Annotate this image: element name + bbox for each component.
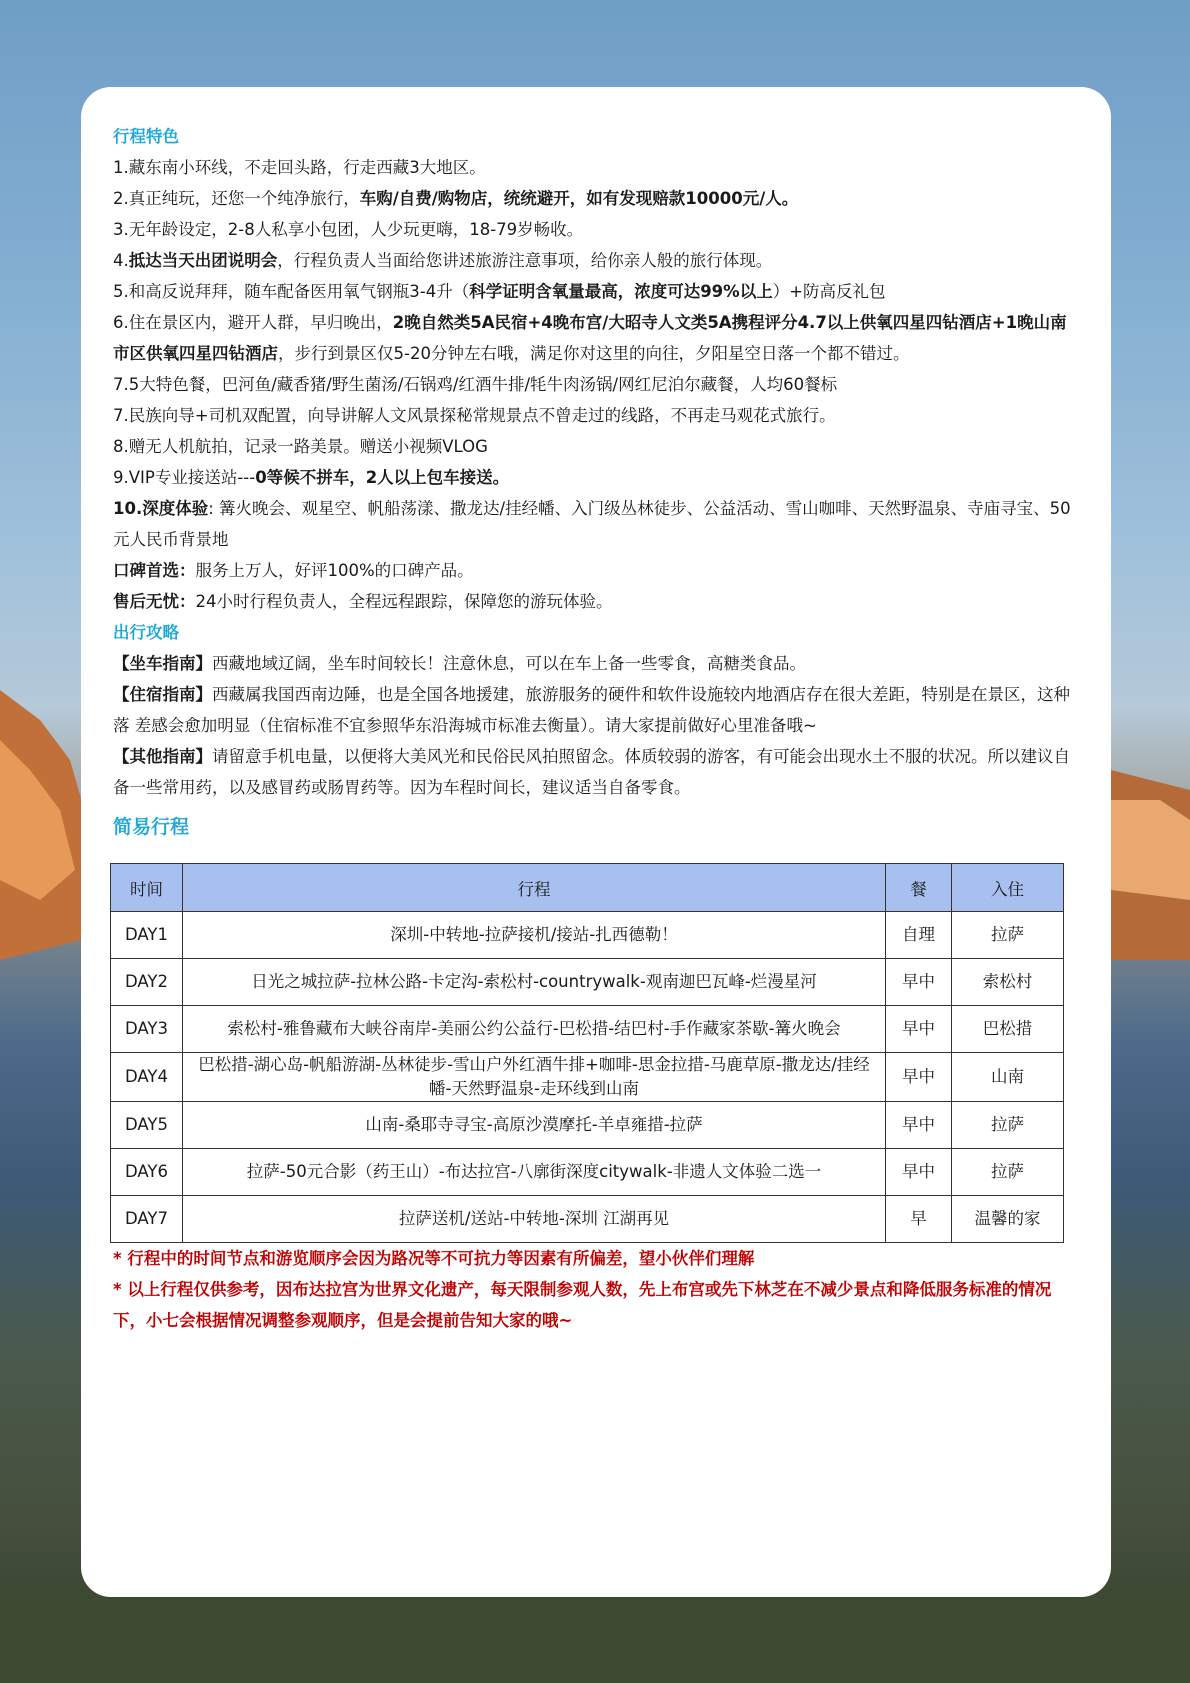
- cell-stay: 拉萨: [952, 1102, 1064, 1149]
- cell-stay: 索松村: [952, 959, 1064, 1006]
- left-mountain-glow: [0, 740, 75, 900]
- table-row: [111, 1102, 1064, 1149]
- right-mountain-glow: [1111, 800, 1190, 900]
- cell-stay: 拉萨: [952, 912, 1064, 959]
- cell-stay: 温馨的家: [952, 1196, 1064, 1243]
- cell-route: 拉萨送机/送站-中转地-深圳 江湖再见: [183, 1196, 886, 1243]
- features-line: [113, 462, 1083, 493]
- left-mountain-peak: [0, 690, 90, 960]
- cell-route: 巴松措-湖心岛-帆船游湖-丛林徒步-雪山户外红酒牛排+咖啡-思金拉措-马鹿草原-撒龙达/挂经幡-天然野温泉-走环线到山南: [183, 1053, 886, 1102]
- cell-day: DAY5: [111, 1102, 183, 1149]
- features-text: 24小时行程负责人，全程远程跟踪，保障您的游玩体验。: [195, 592, 613, 611]
- cell-stay: 山南: [952, 1053, 1064, 1102]
- cell-route: 山南-桑耶寺寻宝-高原沙漠摩托-羊卓雍措-拉萨: [183, 1102, 886, 1149]
- features-text: 1.藏东南小环线，不走回头路，行走西藏3大地区。: [113, 158, 486, 177]
- cell-meal: 早中: [886, 1102, 952, 1149]
- cell-meal: 早中: [886, 1149, 952, 1196]
- cell-stay: 巴松措: [952, 1006, 1064, 1053]
- features-text: 售后无忧：: [113, 592, 196, 611]
- guide-text: 西藏属我国西南边陲，也是全国各地援建，旅游服务的硬件和软件设施较内地酒店存在很大差距，特别是在景区，这种落 差感会愈加明显（住宿标准不宜参照华东沿海城市标准去衡量）。请大家提前做好心里准备哦~: [113, 685, 1070, 735]
- cell-meal: 早中: [886, 1006, 952, 1053]
- features-line: [113, 183, 1083, 214]
- features-text: 2.真正纯玩，还您一个纯净旅行，: [113, 189, 360, 208]
- guide-line: [113, 741, 1083, 803]
- table-row: [111, 1196, 1064, 1243]
- brief-itinerary-title: 简易行程: [113, 816, 190, 838]
- features-text: ，行程负责人当面给您讲述旅游注意事项，给你亲人般的旅行体现。: [277, 251, 773, 270]
- features-text: 科学证明含氧量最高，浓度可达99%以上: [469, 282, 773, 301]
- features-text: ，步行到景区仅5-20分钟左右哦，满足你对这里的向往，夕阳星空日落一个都不错过。: [278, 344, 910, 363]
- cell-route: 日光之城拉萨-拉林公路-卡定沟-索松村-countrywalk-观南迦巴瓦峰-烂漫星河: [183, 959, 886, 1006]
- cell-day: DAY6: [111, 1149, 183, 1196]
- table-row: [111, 1053, 1064, 1102]
- features-text: 9.VIP专业接送站---: [113, 468, 256, 487]
- features-line: [113, 245, 1083, 276]
- cell-day: DAY4: [111, 1053, 183, 1102]
- features-text: : 篝火晚会、观星空、帆船荡漾、撒龙达/挂经幡、入门级丛林徒步、公益活动、雪山咖啡、天然野温泉、寺庙寻宝、50元人民币背景地: [113, 499, 1071, 549]
- table-row: [111, 912, 1064, 959]
- right-mountain-peak: [1111, 770, 1190, 960]
- features-line: [113, 555, 1083, 586]
- header-route: 行程: [183, 864, 886, 912]
- cell-meal: 早中: [886, 1053, 952, 1102]
- features-text: 抵达当天出团说明会: [128, 251, 278, 270]
- cell-route: 索松村-雅鲁藏布大峡谷南岸-美丽公约公益行-巴松措-结巴村-手作藏家茶歇-篝火晚会: [183, 1006, 886, 1053]
- guide-text: 【住宿指南】: [113, 685, 212, 704]
- features-title: 行程特色: [113, 127, 179, 146]
- features-text: 2晚自然类5A民宿+4晚布宫/大昭寺人文类5A携程评分4.7以上供氧四星四钻酒店+1晚山南市区供氧四星四钻酒店: [113, 313, 1067, 363]
- cell-stay: 拉萨: [952, 1149, 1064, 1196]
- cell-meal: 早中: [886, 959, 952, 1006]
- features-text: 7.民族向导+司机双配置，向导讲解人文风景探秘常规景点不曾走过的线路，不再走马观花式旅行。: [113, 406, 836, 425]
- features-text: 10.深度体验: [113, 499, 209, 518]
- guide-text: 【坐车指南】: [113, 654, 212, 673]
- guide-text: 【其他指南】: [113, 747, 212, 766]
- grass-foreground: [0, 1597, 1190, 1683]
- features-text: 7.5大特色餐，巴河鱼/藏香猪/野生菌汤/石锅鸡/红酒牛排/牦牛肉汤锅/网红尼泊尔藏餐，人均60餐标: [113, 375, 838, 394]
- cell-route: 拉萨-50元合影（药王山）-布达拉宫-八廓街深度citywalk-非遗人文体验二选一: [183, 1149, 886, 1196]
- features-text: 6.住在景区内，避开人群，早归晚出，: [113, 313, 393, 332]
- guide-title: 出行攻略: [113, 623, 179, 642]
- features-line: [113, 586, 1083, 617]
- guide-line: [113, 648, 1083, 679]
- cell-day: DAY3: [111, 1006, 183, 1053]
- header-time: 时间: [111, 864, 183, 912]
- note-line: * 行程中的时间节点和游览顺序会因为路况等不可抗力等因素有所偏差，望小伙伴们理解: [113, 1249, 755, 1268]
- guide-list: [113, 648, 1083, 803]
- features-line: [113, 214, 1083, 245]
- itinerary-table: [110, 863, 1064, 1243]
- guide-text: 请留意手机电量，以便将大美风光和民俗民风拍照留念。体质较弱的游客，有可能会出现水土不服的状况。所以建议自备一些常用药，以及感冒药或肠胃药等。因为车程时间长，建议适当自备零食。: [113, 747, 1070, 797]
- table-row: [111, 1149, 1064, 1196]
- features-line: [113, 400, 1083, 431]
- guide-text: 西藏地域辽阔，坐车时间较长！注意休息，可以在车上备一些零食，高糖类食品。: [212, 654, 806, 673]
- features-line: [113, 276, 1083, 307]
- features-text: 8.赠无人机航拍，记录一路美景。赠送小视频VLOG: [113, 437, 488, 456]
- table-header-row: [111, 864, 1064, 912]
- features-text: 口碑首选：: [113, 561, 196, 580]
- cell-meal: 早: [886, 1196, 952, 1243]
- cell-meal: 自理: [886, 912, 952, 959]
- features-text: 服务上万人，好评100%的口碑产品。: [195, 561, 474, 580]
- features-list: [113, 152, 1083, 617]
- header-meal: 餐: [886, 864, 952, 912]
- header-stay: 入住: [952, 864, 1064, 912]
- features-text: 4.: [113, 251, 129, 270]
- cell-day: DAY2: [111, 959, 183, 1006]
- table-row: [111, 959, 1064, 1006]
- features-line: [113, 307, 1083, 369]
- cell-day: DAY1: [111, 912, 183, 959]
- features-line: [113, 152, 1083, 183]
- features-text: ）+防高反礼包: [772, 282, 886, 301]
- table-row: [111, 1006, 1064, 1053]
- features-line: [113, 493, 1083, 555]
- notes-list: [113, 1243, 1083, 1336]
- cell-day: DAY7: [111, 1196, 183, 1243]
- itinerary-card: [81, 87, 1111, 1597]
- note-line: * 以上行程仅供参考，因布达拉宫为世界文化遗产，每天限制参观人数，先上布宫或先下林芝在不减少景点和降低服务标准的情况下，小七会根据情况调整参观顺序，但是会提前告知大家的哦~: [113, 1280, 1052, 1330]
- features-text: 0等候不拼车，2人以上包车接送。: [255, 468, 510, 487]
- features-text: 3.无年龄设定，2-8人私享小包团，人少玩更嗨，18-79岁畅收。: [113, 220, 584, 239]
- features-line: [113, 369, 1083, 400]
- features-text: 5.和高反说拜拜，随车配备医用氧气钢瓶3-4升（: [113, 282, 470, 301]
- features-text: 车购/自费/购物店，统统避开，如有发现赔款10000元/人。: [359, 189, 799, 208]
- cell-route: 深圳-中转地-拉萨接机/接站-扎西德勒！: [183, 912, 886, 959]
- guide-line: [113, 679, 1083, 741]
- features-line: [113, 431, 1083, 462]
